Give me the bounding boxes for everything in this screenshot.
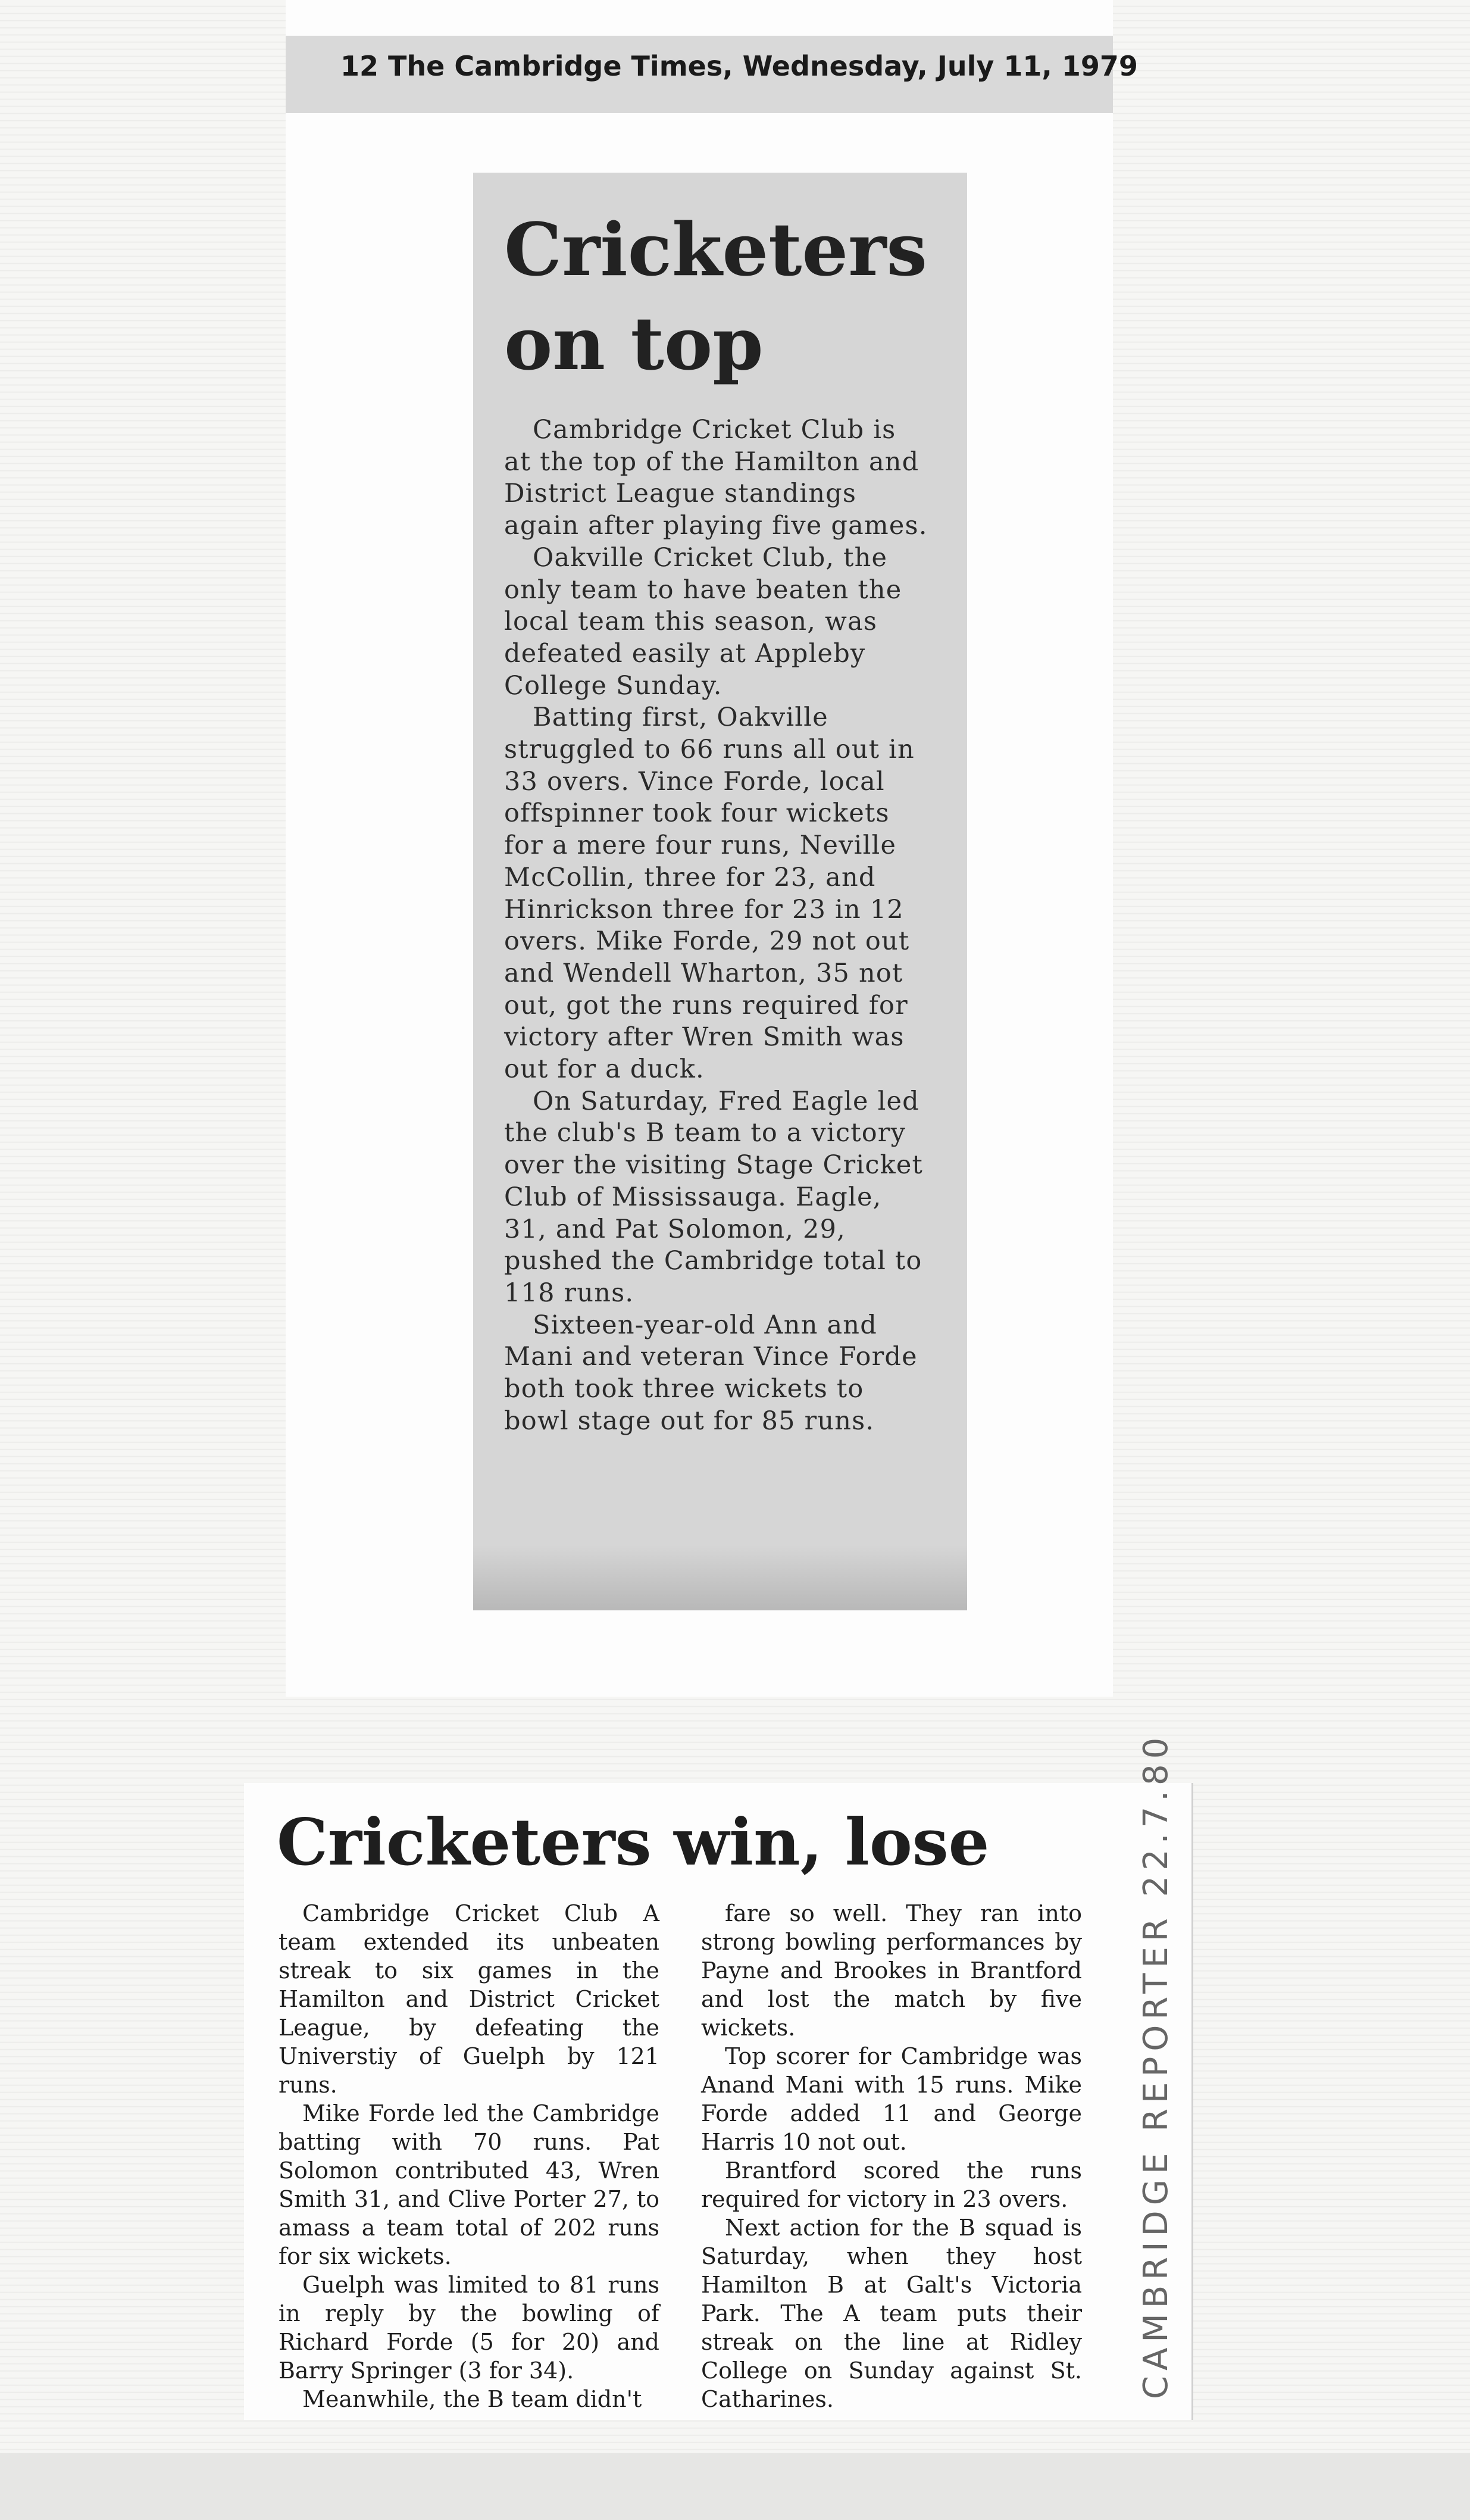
- headline: Cricketers win, lose: [277, 1805, 990, 1880]
- cut-edge-shadow: [473, 1545, 967, 1610]
- headline-line-1: Cricketers: [504, 207, 928, 292]
- bottom-clipping: [244, 1783, 1193, 2420]
- paragraph: On Saturday, Fred Eagle led the club's B team to a victory over the visiting Stage Cricket Club of Mississauga. Eagle, 31, and Pat Solomon, 29, pushed the Cambridge total to 118 runs.: [504, 1086, 924, 1308]
- newspaper-header: 12 The Cambridge Times, Wednesday, July 11, 1979: [340, 50, 1138, 82]
- right-column: [701, 1899, 1082, 2413]
- paragraph: Top scorer for Cambridge was Anand Mani with 15 runs. Mike Forde added 11 and George Harris 10 not out.: [701, 2043, 1082, 2155]
- paragraph: Cambridge Cricket Club A team extended its unbeaten streak to six games in the Hamilton and District Cricket League, by defeating the Universtiy of Guelph by 121 runs.: [279, 1900, 659, 2098]
- scrapbook-page-edge: [0, 2453, 1470, 2520]
- paragraph: Meanwhile, the B team didn't: [302, 2386, 642, 2412]
- paragraph: Brantford scored the runs required for victory in 23 overs.: [701, 2157, 1082, 2212]
- paragraph: Guelph was limited to 81 runs in reply by the bowling of Richard Forde (5 for 20) and Barry Springer (3 for 34).: [279, 2272, 659, 2384]
- article-body: [504, 414, 931, 1438]
- paragraph: Cambridge Cricket Club is at the top of the Hamilton and District League standings again after playing five games.: [504, 415, 928, 541]
- article-cricketers-on-top: [473, 173, 967, 1610]
- paragraph: Next action for the B squad is Saturday, when they host Hamilton B at Galt's Victoria Park. The A team puts their streak on the line at Ridley College on Sunday against St. Catharines.: [701, 2215, 1082, 2412]
- paragraph: Mike Forde led the Cambridge batting with 70 runs. Pat Solomon contributed 43, Wren Smith 31, and Clive Porter 27, to amass a team total of 202 runs for six wickets.: [279, 2100, 659, 2269]
- paragraph: fare so well. They ran into strong bowling performances by Payne and Brookes in Brantford and lost the match by five wickets.: [701, 1900, 1082, 2041]
- top-clipping: [286, 0, 1138, 1697]
- headline-line-2: on top: [504, 301, 764, 386]
- paragraph: Oakville Cricket Club, the only team to have beaten the local team this season, was defeated easily at Appleby College Sunday.: [504, 542, 902, 701]
- handwritten-source-note: CAMBRIDGE REPORTER 22.7.80: [1137, 1732, 1175, 2399]
- headline: [504, 202, 931, 391]
- paragraph: Batting first, Oakville struggled to 66 runs all out in 33 overs. Vince Forde, local offspinner took four wickets for a mere four runs, Neville McCollin, three for 23, and Hinrickson three for 23 in 12 overs. Mike Forde, 29 not out and Wendell Wharton, 35 not out, got the runs required for victory after Wren Smith was out for a duck.: [504, 702, 915, 1085]
- paragraph: Sixteen-year-old Ann and Mani and veteran Vince Forde both took three wickets to bowl stage out for 85 runs.: [504, 1310, 918, 1436]
- left-column: [279, 1899, 659, 2413]
